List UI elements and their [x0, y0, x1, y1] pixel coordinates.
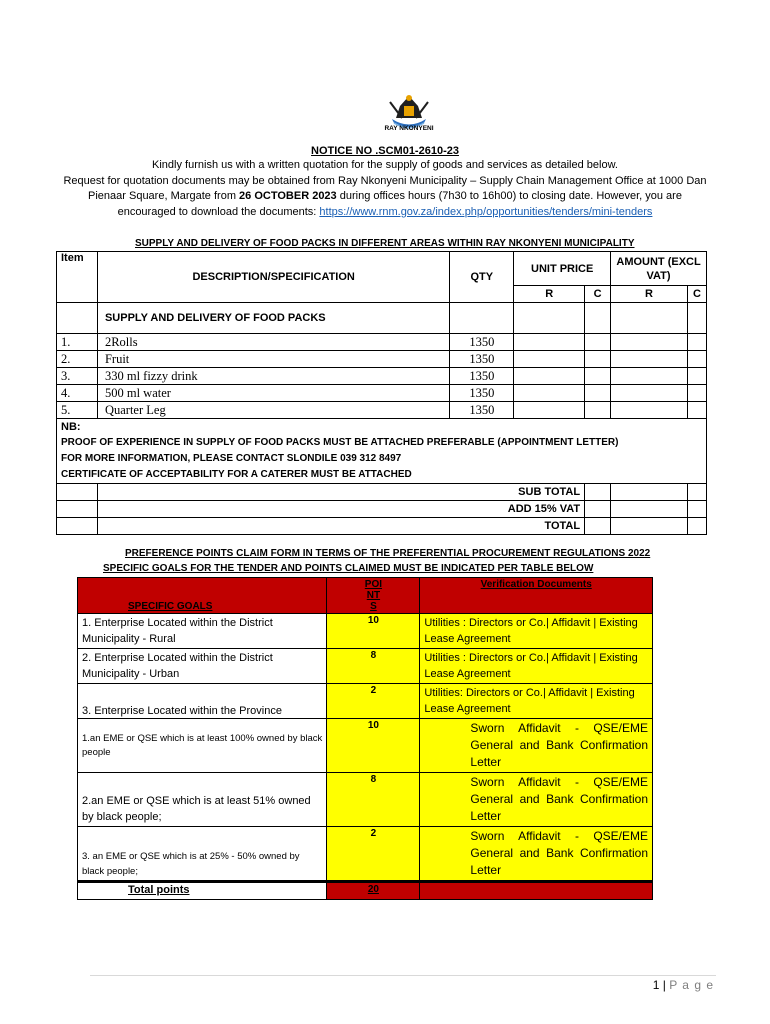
row-unit-c[interactable]	[585, 334, 611, 351]
table1-title: SUPPLY AND DELIVERY OF FOOD PACKS IN DIFFERENT AREAS WITHIN RAY NKONYENI MUNICIPALITY	[135, 238, 635, 249]
logo-text: RAY NKONYENI	[384, 125, 434, 132]
row-unit-c[interactable]	[585, 385, 611, 402]
table-row	[78, 649, 653, 684]
goal-text: 3. an EME or QSE which is at 25% - 50% owned by black people;	[78, 827, 327, 882]
header-description: DESCRIPTION/SPECIFICATION	[97, 252, 449, 303]
table-row	[57, 402, 707, 419]
goal-points: 10	[327, 719, 420, 773]
row-qty: 1350	[450, 368, 514, 385]
row-qty: 1350	[450, 402, 514, 419]
row-description: 500 ml water	[97, 385, 449, 402]
total-label: TOTAL	[97, 518, 584, 535]
row-unit-r[interactable]	[514, 334, 585, 351]
goal-points: 2	[327, 684, 420, 719]
header-specific-goals: SPECIFIC GOALS	[78, 578, 327, 614]
row-number: 1.	[57, 334, 98, 351]
nb-line: PROOF OF EXPERIENCE IN SUPPLY OF FOOD PACKS MUST BE ATTACHED PREFERABLE (APPOINTMENT LETTER)	[61, 437, 619, 448]
quotation-table	[56, 251, 707, 535]
header-amount-r: R	[611, 286, 688, 303]
row-unit-c[interactable]	[585, 402, 611, 419]
total-points-value: 20	[327, 882, 420, 900]
row-qty: 1350	[450, 385, 514, 402]
row-amount-r[interactable]	[611, 402, 688, 419]
row-description: 2Rolls	[97, 334, 449, 351]
header-amount-c: C	[687, 286, 706, 303]
total-points-blank	[420, 882, 653, 900]
header-unit-price: UNIT PRICE	[514, 252, 611, 286]
intro-text: during offices hours (7h30 to 16h00) to closing date. However, you are	[336, 190, 682, 202]
section-heading: SUPPLY AND DELIVERY OF FOOD PACKS	[97, 303, 449, 334]
table-row	[78, 719, 653, 773]
page-word: P a g e	[669, 978, 714, 992]
row-amount-r[interactable]	[611, 351, 688, 368]
nb-label: NB:	[61, 421, 81, 433]
table-row	[57, 368, 707, 385]
preference-title: PREFERENCE POINTS CLAIM FORM IN TERMS OF THE PREFERENTIAL PROCUREMENT REGULATIONS 2022	[125, 548, 651, 559]
nb-line: FOR MORE INFORMATION, PLEASE CONTACT SLONDILE 039 312 8497	[61, 453, 402, 464]
header-unit-c: C	[585, 286, 611, 303]
notice-number: NOTICE NO .SCM01-2610-23	[311, 145, 459, 157]
goal-verification: Utilities: Directors or Co.| Affidavit | Existing Lease Agreement	[420, 684, 653, 719]
footer-divider	[90, 975, 716, 976]
goal-verification: Sworn Affidavit - QSE/EME General and Bank Confirmation Letter	[420, 719, 653, 773]
row-number: 5.	[57, 402, 98, 419]
row-description: Quarter Leg	[97, 402, 449, 419]
row-amount-r[interactable]	[611, 334, 688, 351]
total-amount[interactable]	[611, 518, 688, 535]
goal-text: 3. Enterprise Located within the Province	[78, 684, 327, 719]
sub-total-label: SUB TOTAL	[97, 484, 584, 501]
table-row	[78, 827, 653, 882]
goal-points: 8	[327, 649, 420, 684]
table-row	[57, 385, 707, 402]
header-points: POINTS	[327, 578, 420, 614]
table-row	[78, 773, 653, 827]
page-separator: |	[662, 978, 666, 992]
total-points-label: Total points	[78, 882, 327, 900]
intro-line-3	[0, 189, 770, 205]
row-unit-r[interactable]	[514, 385, 585, 402]
goal-verification: Utilities : Directors or Co.| Affidavit | Existing Lease Agreement	[420, 649, 653, 684]
row-qty: 1350	[450, 351, 514, 368]
intro-line-4	[0, 205, 770, 221]
sub-total-amount[interactable]	[611, 484, 688, 501]
table-row	[78, 614, 653, 649]
intro-line-2: Request for quotation documents may be obtained from Ray Nkonyeni Municipality – Supply Chain Management Office at 1000 Dan	[63, 174, 707, 187]
vat-amount[interactable]	[611, 501, 688, 518]
row-amount-c[interactable]	[687, 368, 706, 385]
goal-text: 2. Enterprise Located within the District Municipality - Urban	[78, 649, 327, 684]
table-row	[57, 334, 707, 351]
row-unit-r[interactable]	[514, 351, 585, 368]
header-qty: QTY	[450, 252, 514, 303]
header-item: Item	[57, 252, 98, 303]
table-row	[57, 351, 707, 368]
page-footer	[653, 978, 714, 992]
row-number: 3.	[57, 368, 98, 385]
tenders-link[interactable]: https://www.rnm.gov.za/index.php/opportunities/tenders/mini-tenders	[319, 205, 653, 218]
goal-text: 2.an EME or QSE which is at least 51% owned by black people;	[78, 773, 327, 827]
page-number: 1	[652, 978, 660, 992]
row-amount-c[interactable]	[687, 351, 706, 368]
municipality-logo	[384, 92, 434, 140]
row-unit-c[interactable]	[585, 351, 611, 368]
row-number: 4.	[57, 385, 98, 402]
goal-points: 8	[327, 773, 420, 827]
row-unit-c[interactable]	[585, 368, 611, 385]
vat-label: ADD 15% VAT	[97, 501, 584, 518]
goal-text: 1. Enterprise Located within the District Municipality - Rural	[78, 614, 327, 649]
row-unit-r[interactable]	[514, 402, 585, 419]
row-description: Fruit	[97, 351, 449, 368]
row-amount-c[interactable]	[687, 334, 706, 351]
row-number: 2.	[57, 351, 98, 368]
row-amount-r[interactable]	[611, 385, 688, 402]
nb-line: CERTIFICATE OF ACCEPTABILITY FOR A CATERER MUST BE ATTACHED	[61, 469, 412, 480]
intro-text: Pienaar Square, Margate from	[88, 190, 240, 202]
row-qty: 1350	[450, 334, 514, 351]
goal-verification: Sworn Affidavit - QSE/EME General and Bank Confirmation Letter	[420, 827, 653, 882]
row-description: 330 ml fizzy drink	[97, 368, 449, 385]
intro-text: encouraged to download the documents:	[117, 205, 320, 218]
goal-text: 1.an EME or QSE which is at least 100% owned by black people	[78, 719, 327, 773]
closing-date: 26 OCTOBER 2023	[239, 190, 337, 202]
goal-points: 10	[327, 614, 420, 649]
preference-points-table	[77, 577, 653, 900]
header-unit-r: R	[514, 286, 585, 303]
goal-points: 2	[327, 827, 420, 882]
row-unit-r[interactable]	[514, 368, 585, 385]
row-amount-c[interactable]	[687, 402, 706, 419]
row-amount-c[interactable]	[687, 385, 706, 402]
row-amount-r[interactable]	[611, 368, 688, 385]
goal-verification: Utilities : Directors or Co.| Affidavit | Existing Lease Agreement	[420, 614, 653, 649]
table-row	[78, 684, 653, 719]
header-verification: Verification Documents	[420, 578, 653, 614]
intro-paragraph	[0, 158, 770, 220]
header-amount: AMOUNT (EXCL VAT)	[611, 252, 707, 286]
intro-line-1: Kindly furnish us with a written quotation for the supply of goods and services as detailed below.	[152, 159, 618, 171]
goal-verification: Sworn Affidavit - QSE/EME General and Bank Confirmation Letter	[420, 773, 653, 827]
nb-notes	[57, 419, 707, 484]
specific-goals-title: SPECIFIC GOALS FOR THE TENDER AND POINTS CLAIMED MUST BE INDICATED PER TABLE BELOW	[103, 563, 594, 574]
